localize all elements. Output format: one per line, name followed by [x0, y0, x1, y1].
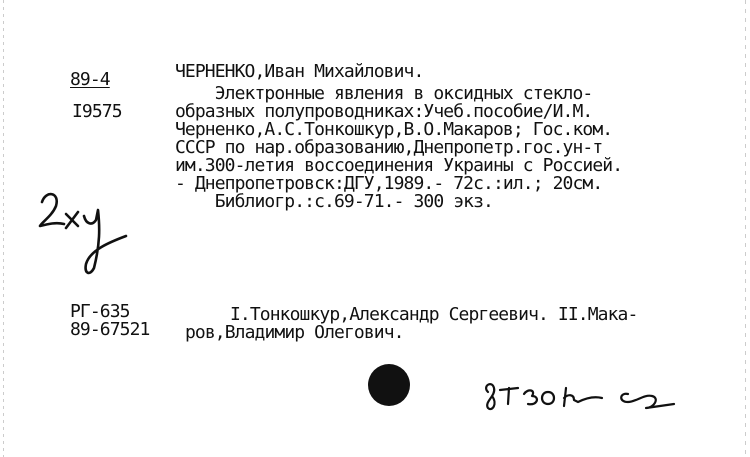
description-line: образных полупроводниках:Учеб.пособие/И.М.: [175, 101, 593, 122]
accession-number: I9575: [72, 101, 122, 122]
description-line: им.300-летия воссоединения Украины с Россией.: [175, 155, 623, 176]
handwritten-copies-note: [30, 180, 140, 280]
tracing-line: I.Тонкошкур,Александр Сергеевич. II.Мака-: [230, 304, 638, 325]
call-number: 89-4: [70, 69, 110, 90]
tracing-line: ров,Владимир Олегович.: [185, 322, 404, 343]
card-left-edge: [3, 0, 4, 457]
card-right-edge: [745, 0, 746, 457]
description-line: - Днепропетровск:ДГУ,1989.- 72с.:ил.; 20см.: [175, 173, 603, 194]
description-line: Черненко,А.С.Тонкошкур,В.О.Макаров; Гос.ком.: [175, 119, 613, 140]
registration-code: РГ-635: [70, 301, 130, 322]
description-line: Библиогр.:с.69-71.- 300 экз.: [175, 191, 493, 212]
punched-hole: [368, 364, 410, 406]
handwritten-shelf-note: [478, 378, 688, 418]
description-line: СССР по нар.образованию,Днепропетр.гос.ун-т: [175, 137, 603, 158]
registration-code: 89-67521: [70, 319, 150, 340]
card-heading: ЧЕРНЕНКО,Иван Михайлович.: [175, 61, 424, 82]
description-line: Электронные явления в оксидных стекло-: [175, 83, 593, 104]
